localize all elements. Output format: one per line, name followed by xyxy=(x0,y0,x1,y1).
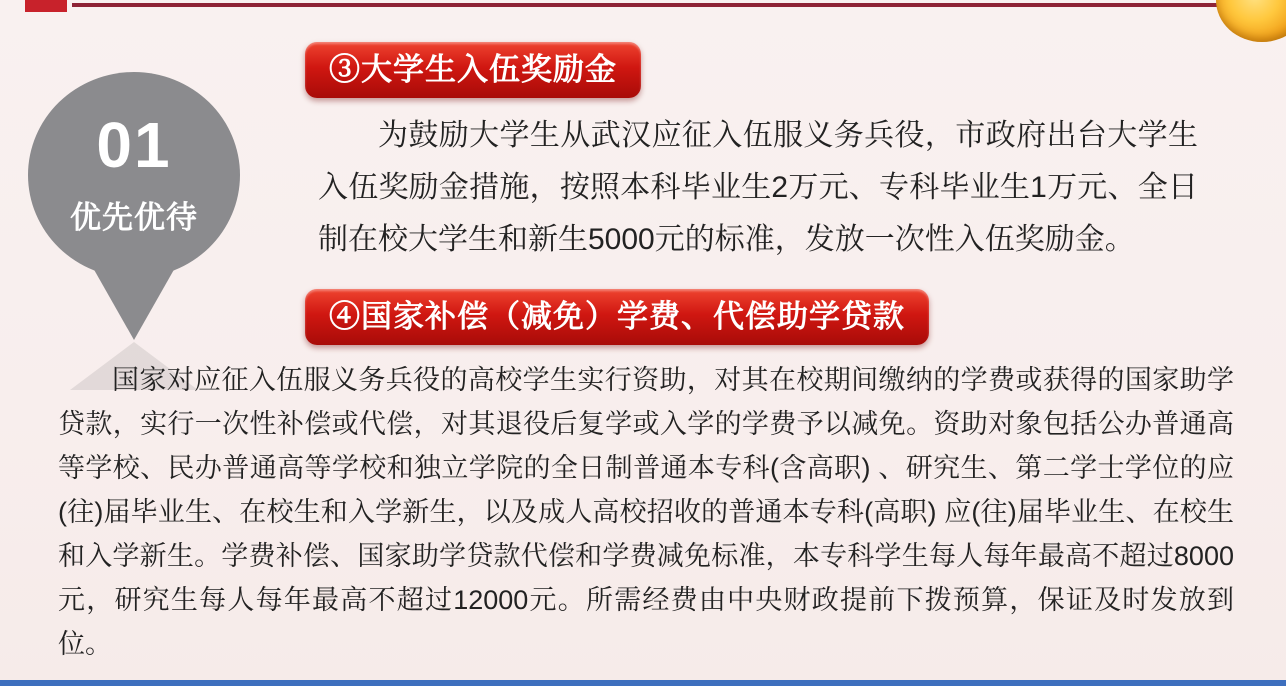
section-number: 01 xyxy=(96,109,172,181)
section-number-pin xyxy=(28,72,240,382)
badge-enlistment-reward: ③大学生入伍奖励金 xyxy=(305,42,641,98)
bottom-horizontal-rule xyxy=(0,680,1286,686)
paragraph-enlistment-reward: 为鼓励大学生从武汉应征入伍服义务兵役，市政府出台大学生入伍奖励金措施，按照本科毕业生2万元、专科毕业生1万元、全日制在校大学生和新生5000元的标准，发放一次性入伍奖励金。 xyxy=(318,119,1198,256)
section-title: 优先优待 xyxy=(70,200,198,235)
top-horizontal-rule xyxy=(72,3,1286,7)
badge-tuition-compensation: ④国家补偿（减免）学费、代偿助学贷款 xyxy=(305,289,929,345)
paragraph-tuition-compensation: 国家对应征入伍服义务兵役的高校学生实行资助，对其在校期间缴纳的学费或获得的国家助学贷款，实行一次性补偿或代偿，对其退役后复学或入学的学费予以减免。资助对象包括公办普通高等学校、民办普通高等学校和独立学院的全日制普通本专科(含高职) 、研究生、第二学士学位的应(往)届毕业生、在校生和入学新生，以及成人高校招收的普通本专科(高职) 应(往)届毕业生、在校生和入学新生。学费补偿、国家助学贷款代偿和学费减免标准，本专科学生每人每年最高不超过8000元，研究生每人每年最高不超过12000元。所需经费由中央财政提前下拨预算，保证及时发放到位。 xyxy=(58,365,1234,659)
pin-tip xyxy=(84,252,184,340)
gold-seal-icon xyxy=(1216,0,1286,42)
top-left-red-square xyxy=(25,0,67,12)
